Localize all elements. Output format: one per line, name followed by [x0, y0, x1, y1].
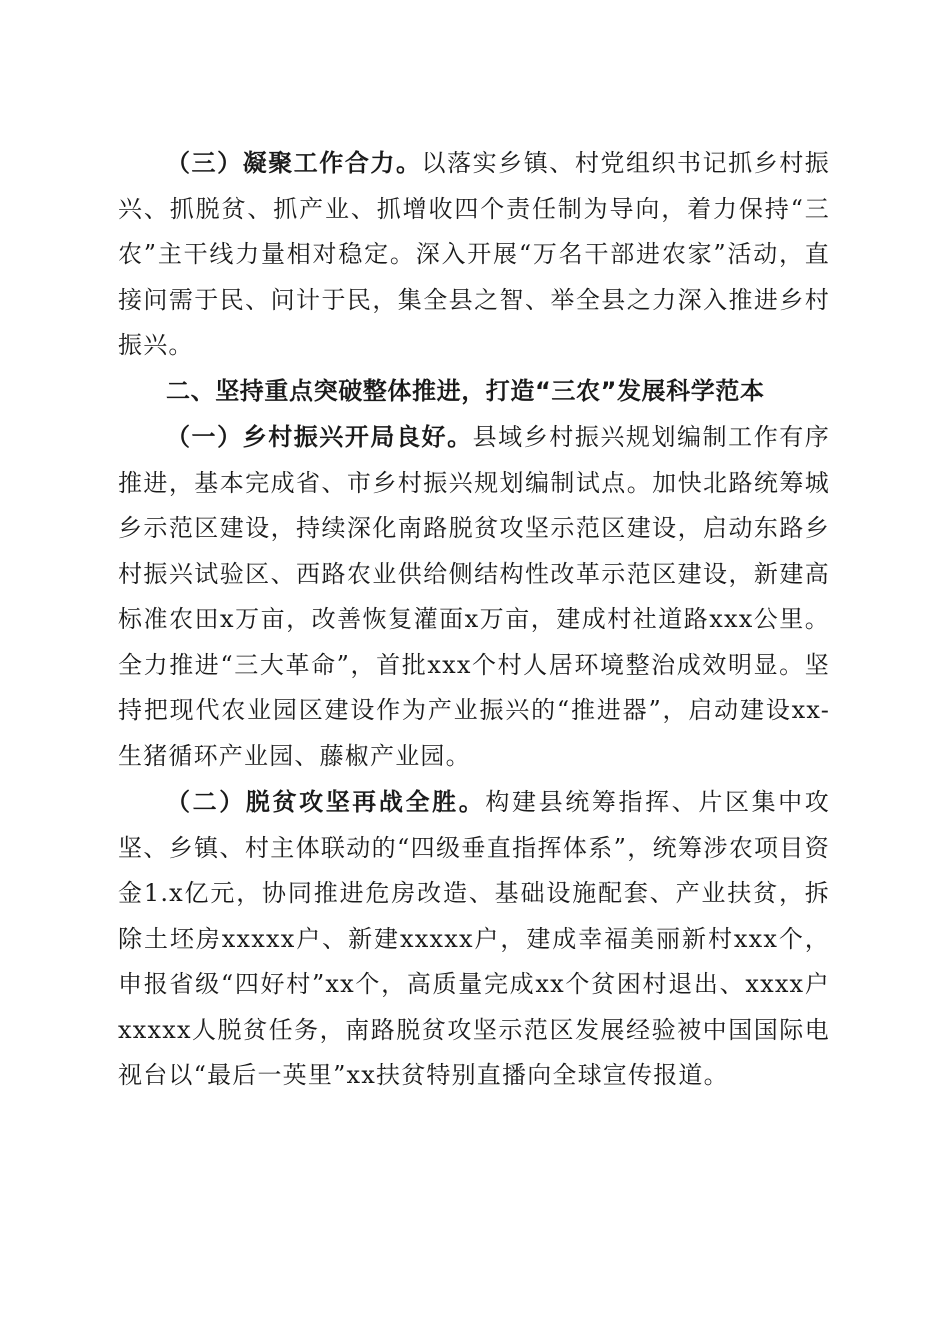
paragraph-lead: （三）凝聚工作合力。 [166, 148, 422, 177]
paragraph-san-ningju [118, 140, 830, 369]
paragraph-body: 县域乡村振兴规划编制工作有序推进，基本完成省、市乡村振兴规划编制试点。加快北路统筹城乡示范区建设，持续深化南路脱贫攻坚示范区建设，启动东路乡村振兴试验区、西路农业供给侧结构性改革示范区建设，新建高标准农田x万亩，改善恢复灌面x万亩，建成村社道路xxx公里。全力推进“三大革命”，首批xxx个村人居环境整治成效明显。坚持把现代农业园区建设作为产业振兴的“推进器”，启动建设xx-生猪循环产业园、藤椒产业园。 [118, 423, 830, 770]
paragraph-body: 构建县统筹指挥、片区集中攻坚、乡镇、村主体联动的“四级垂直指挥体系”，统筹涉农项目资金1.x亿元，协同推进危房改造、基础设施配套、产业扶贫，拆除土坯房xxxxx户、新建xxxxx户，建成幸福美丽新村xxx个，申报省级“四好村”xx个，高质量完成xx个贫困村退出、xxxx户xxxxx人脱贫任务，南路脱贫攻坚示范区发展经验被中国国际电视台以“最后一英里”xx扶贫特别直播向全球宣传报道。 [118, 788, 830, 1089]
paragraph-er-tuopin [118, 779, 830, 1099]
paragraph-lead: （一）乡村振兴开局良好。 [166, 422, 473, 451]
section-heading: 二、坚持重点突破整体推进，打造“三农”发展科学范本 [166, 376, 765, 405]
paragraph-body: 以落实乡镇、村党组织书记抓乡村振兴、抓脱贫、抓产业、抓增收四个责任制为导向，着力保持“三农”主干线力量相对稳定。深入开展“万名干部进农家”活动，直接问需于民、问计于民，集全县之智、举全县之力深入推进乡村振兴。 [118, 149, 831, 359]
document-page [118, 140, 830, 1099]
paragraph-lead: （二）脱贫攻坚再战全胜。 [166, 787, 486, 816]
paragraph-yi-xiangcun [118, 414, 830, 779]
